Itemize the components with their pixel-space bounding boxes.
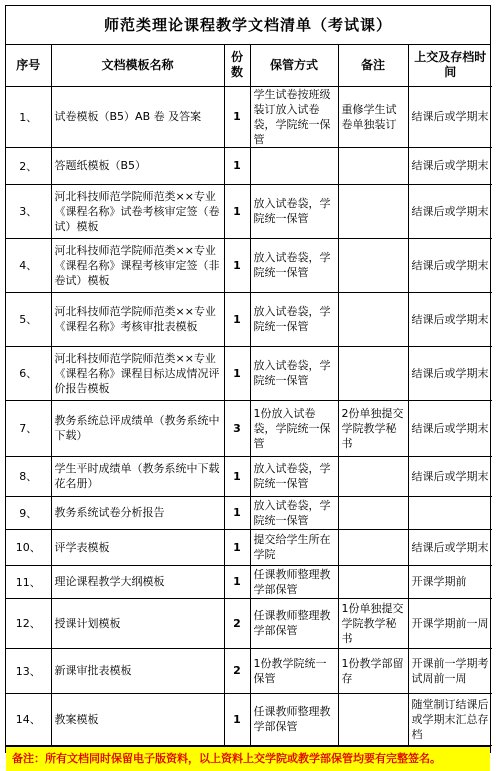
table-row	[6, 693, 492, 745]
cell-storage: 任课教师整理教学部保管	[250, 565, 338, 598]
table-row	[6, 147, 492, 184]
header-row	[6, 45, 492, 86]
cell-seq: 10、	[6, 529, 51, 565]
cell-count: 2	[224, 648, 250, 693]
document-sheet	[5, 5, 491, 765]
cell-seq: 1、	[6, 86, 51, 147]
cell-name: 河北科技师范学院师范类××专业《课程名称》课程考核审定签（非卷试）模板	[51, 238, 224, 292]
cell-deadline: 结课后或学期末	[408, 346, 492, 400]
cell-deadline: 结课后或学期末	[408, 147, 492, 184]
cell-storage: 放入试卷袋，学院统一保管	[250, 496, 338, 529]
cell-storage: 任课教师整理教学部保管	[250, 598, 338, 648]
table-row	[6, 456, 492, 496]
cell-count: 1	[224, 346, 250, 400]
cell-seq: 7、	[6, 400, 51, 456]
cell-remark	[338, 292, 408, 346]
cell-remark	[338, 346, 408, 400]
table-row	[6, 598, 492, 648]
cell-name: 河北科技师范学院师范类××专业《课程名称》考核审批表模板	[51, 292, 224, 346]
cell-seq: 4、	[6, 238, 51, 292]
cell-storage: 1份放入试卷袋，学院统一保管	[250, 400, 338, 456]
cell-remark: 2份单独提交学院教学秘书	[338, 400, 408, 456]
cell-seq: 12、	[6, 598, 51, 648]
page-title: 师范类理论课程教学文档清单（考试课）	[6, 6, 490, 45]
cell-remark: 1份单独提交学院教学秘书	[338, 598, 408, 648]
cell-count: 1	[224, 693, 250, 745]
cell-storage: 放入试卷袋，学院统一保管	[250, 456, 338, 496]
cell-storage: 任课教师整理教学部保管	[250, 693, 338, 745]
cell-deadline: 结课后或学期末	[408, 400, 492, 456]
cell-deadline: 结课后或学期末	[408, 529, 492, 565]
cell-seq: 5、	[6, 292, 51, 346]
table-row	[6, 346, 492, 400]
cell-storage: 1份教学院统一保管	[250, 648, 338, 693]
header-deadline: 上交及存档时间	[408, 45, 492, 86]
cell-count: 2	[224, 598, 250, 648]
cell-count: 1	[224, 147, 250, 184]
cell-name: 教务系统试卷分析报告	[51, 496, 224, 529]
cell-seq: 14、	[6, 693, 51, 745]
cell-seq: 11、	[6, 565, 51, 598]
cell-remark: 重修学生试卷单独装订	[338, 86, 408, 147]
header-remark: 备注	[338, 45, 408, 86]
cell-storage	[250, 147, 338, 184]
cell-name: 理论课程教学大纲模板	[51, 565, 224, 598]
cell-name: 河北科技师范学院师范类××专业《课程名称》试卷考核审定签（卷试）模板	[51, 184, 224, 238]
cell-seq: 13、	[6, 648, 51, 693]
cell-storage: 放入试卷袋，学院统一保管	[250, 292, 338, 346]
cell-name: 答题纸模板（B5）	[51, 147, 224, 184]
table-row	[6, 565, 492, 598]
cell-deadline: 结课后或学期末	[408, 292, 492, 346]
cell-count: 1	[224, 292, 250, 346]
table-row	[6, 529, 492, 565]
footer-note: 备注：所有文档同时保留电子版资料，以上资料上交学院或教学部保管均要有完整签名。	[6, 746, 490, 771]
cell-name: 学生平时成绩单（教务系统中下载花名册）	[51, 456, 224, 496]
cell-storage: 提交给学生所在学院	[250, 529, 338, 565]
cell-count: 1	[224, 456, 250, 496]
cell-remark	[338, 456, 408, 496]
cell-name: 试卷模板（B5）AB 卷 及答案	[51, 86, 224, 147]
cell-remark	[338, 565, 408, 598]
cell-deadline: 结课后或学期末	[408, 238, 492, 292]
cell-seq: 3、	[6, 184, 51, 238]
cell-deadline: 结课后或学期末	[408, 86, 492, 147]
cell-deadline: 开课前一学期考试周前一周	[408, 648, 492, 693]
header-name: 文档模板名称	[51, 45, 224, 86]
cell-count: 1	[224, 496, 250, 529]
table-row	[6, 238, 492, 292]
header-count: 份数	[224, 45, 250, 86]
cell-count: 1	[224, 238, 250, 292]
table-row	[6, 648, 492, 693]
document-list-table	[6, 45, 492, 746]
cell-name: 授课计划模板	[51, 598, 224, 648]
cell-count: 1	[224, 529, 250, 565]
cell-remark	[338, 238, 408, 292]
cell-remark: 1份教学部留存	[338, 648, 408, 693]
cell-name: 新课审批表模板	[51, 648, 224, 693]
cell-storage: 学生试卷按班级装订放入试卷袋，学院统一保管	[250, 86, 338, 147]
table-row	[6, 496, 492, 529]
header-storage: 保管方式	[250, 45, 338, 86]
cell-name: 教案模板	[51, 693, 224, 745]
cell-seq: 6、	[6, 346, 51, 400]
cell-storage: 放入试卷袋，学院统一保管	[250, 346, 338, 400]
cell-deadline: 开课学期前一周	[408, 598, 492, 648]
cell-remark	[338, 184, 408, 238]
cell-remark	[338, 496, 408, 529]
cell-deadline: 结课后或学期末	[408, 184, 492, 238]
cell-deadline: 结课后或学期末	[408, 456, 492, 496]
cell-seq: 8、	[6, 456, 51, 496]
table-row	[6, 400, 492, 456]
cell-count: 1	[224, 565, 250, 598]
cell-name: 教务系统总评成绩单（教务系统中下载）	[51, 400, 224, 456]
cell-name: 评学表模板	[51, 529, 224, 565]
cell-count: 1	[224, 184, 250, 238]
table-row	[6, 292, 492, 346]
cell-deadline: 开课学期前	[408, 565, 492, 598]
table-row	[6, 184, 492, 238]
table-row	[6, 86, 492, 147]
cell-storage: 放入试卷袋，学院统一保管	[250, 184, 338, 238]
header-seq: 序号	[6, 45, 51, 86]
cell-remark	[338, 147, 408, 184]
cell-name: 河北科技师范学院师范类××专业《课程名称》课程目标达成情况评价报告模板	[51, 346, 224, 400]
cell-seq: 9、	[6, 496, 51, 529]
cell-seq: 2、	[6, 147, 51, 184]
cell-deadline	[408, 496, 492, 529]
cell-remark	[338, 529, 408, 565]
cell-storage: 放入试卷袋，学院统一保管	[250, 238, 338, 292]
cell-count: 3	[224, 400, 250, 456]
cell-deadline: 随堂制订结课后或学期末汇总存档	[408, 693, 492, 745]
cell-count: 1	[224, 86, 250, 147]
cell-remark	[338, 693, 408, 745]
